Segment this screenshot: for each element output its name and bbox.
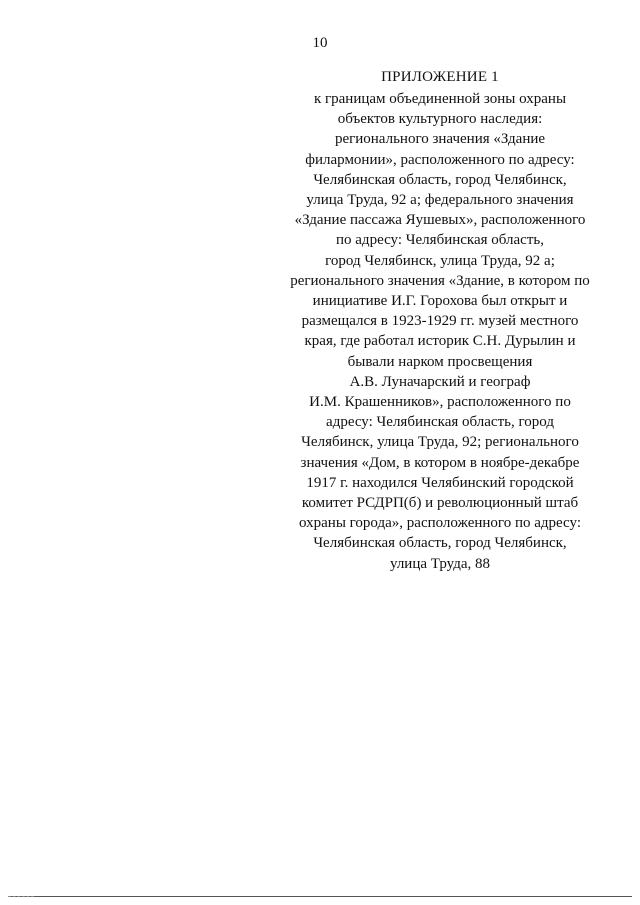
- bottom-divider-dashed: [8, 896, 34, 897]
- appendix-line: объектов культурного наследия:: [337, 111, 543, 128]
- appendix-line: улица Труда, 92 а; федерального значения: [306, 192, 574, 209]
- appendix-line: филармонии», расположенного по адресу:: [305, 151, 575, 168]
- appendix-block: [250, 67, 630, 574]
- appendix-line: А.В. Луначарский и географ: [349, 373, 531, 390]
- appendix-line: 1917 г. находился Челябинский городской: [306, 474, 574, 491]
- appendix-title: ПРИЛОЖЕНИЕ 1: [381, 69, 499, 85]
- appendix-line: И.М. Крашенников», расположенного по: [309, 394, 571, 411]
- appendix-line: размещался в 1923-1929 гг. музей местного: [301, 313, 579, 330]
- appendix-line: Челябинск, улица Труда, 92; регионального: [301, 434, 579, 451]
- appendix-line: регионального значения «Здание: [334, 131, 546, 148]
- appendix-line: инициативе И.Г. Горохова был открыт и: [312, 293, 568, 310]
- appendix-line: город Челябинск, улица Труда, 92 а;: [325, 252, 555, 269]
- appendix-line: бывали нарком просвещения: [347, 353, 533, 370]
- bottom-divider: [8, 896, 632, 897]
- appendix-line: по адресу: Челябинская область,: [336, 232, 544, 249]
- appendix-line: «Здание пассажа Яушевых», расположенного: [294, 212, 586, 229]
- appendix-line: значения «Дом, в котором в ноябре-декабре: [300, 454, 580, 471]
- appendix-line: регионального значения «Здание, в котором по: [290, 272, 590, 289]
- page-number: 10: [312, 35, 328, 51]
- appendix-line: Челябинская область, город Челябинск,: [313, 535, 567, 552]
- appendix-line: Челябинская область, город Челябинск,: [313, 171, 567, 188]
- appendix-line: края, где работал историк С.Н. Дурылин и: [304, 333, 576, 350]
- appendix-line: к границам объединенной зоны охраны: [313, 91, 567, 107]
- appendix-text: [250, 89, 630, 574]
- appendix-line: адресу: Челябинская область, город: [326, 414, 554, 431]
- appendix-line: улица Труда, 88: [389, 555, 491, 572]
- appendix-line: комитет РСДРП(б) и революционный штаб: [301, 495, 579, 512]
- appendix-line: охраны города», расположенного по адресу:: [299, 515, 581, 532]
